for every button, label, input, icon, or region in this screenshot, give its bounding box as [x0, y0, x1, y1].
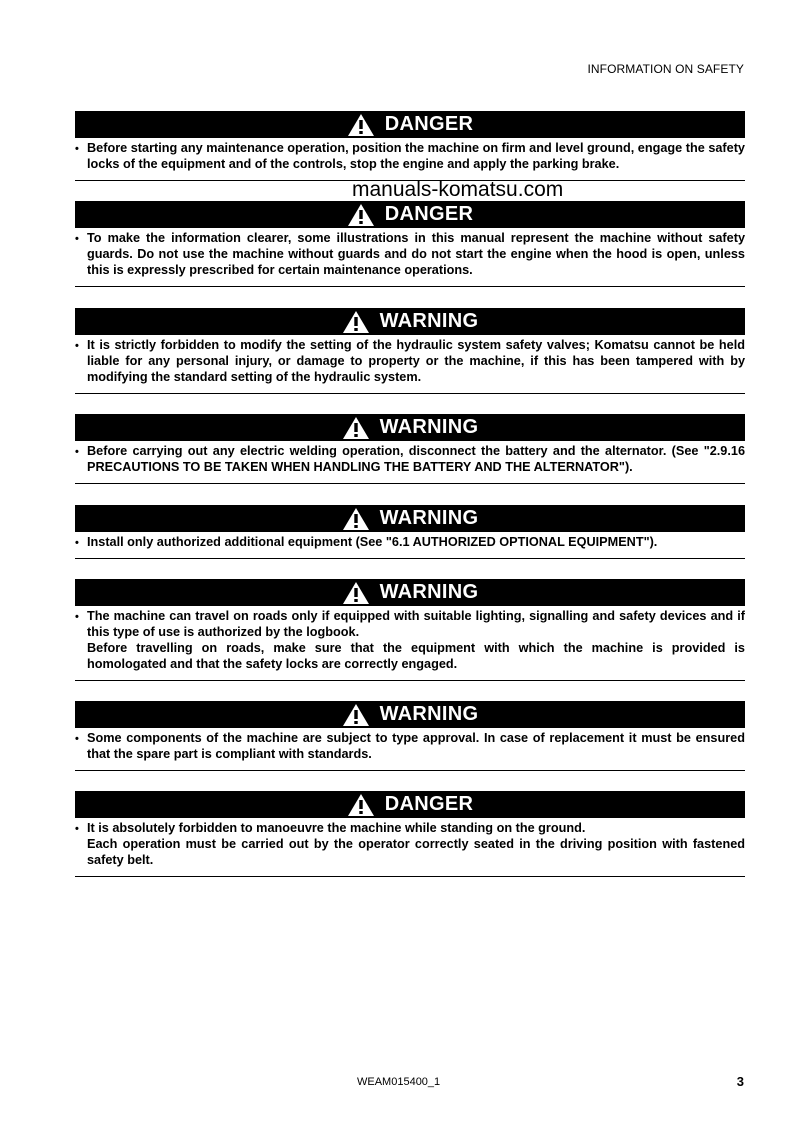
notice-text: Some components of the machine are subject to type approval. In case of replacement it must be ensured that the spare part is compliant with standards.	[87, 731, 745, 761]
notice-header	[75, 579, 745, 606]
watermark: manuals-komatsu.com	[352, 178, 564, 201]
bullet: •	[75, 446, 79, 458]
warning-triangle-icon	[347, 793, 375, 817]
notice-label: WARNING	[379, 310, 479, 332]
notice-text: The machine can travel on roads only if equipped with suitable lighting, signalling and safety devices and if this type of use is authorized by the logbook.	[87, 609, 745, 639]
danger-notice	[75, 111, 745, 181]
bullet: •	[75, 143, 79, 155]
warning-triangle-icon	[342, 416, 370, 440]
notice-header	[75, 505, 745, 532]
notice-text: Before travelling on roads, make sure that the equipment with which the machine is provided is homologated and that the safety locks are correctly engaged.	[87, 641, 745, 671]
notice-label: WARNING	[379, 507, 479, 529]
document-code: WEAM015400_1	[357, 1076, 441, 1088]
bullet: •	[75, 823, 79, 835]
notice-header	[75, 791, 745, 818]
notice-text: To make the information clearer, some illustrations in this manual represent the machine without safety guards. Do not use the machine without guards and do not start the engine when the hood is open, unless this is expressly prescribed for certain maintenance operations.	[87, 231, 745, 277]
notice-label: WARNING	[379, 703, 479, 725]
warning-notice	[75, 579, 745, 681]
notice-text: It is absolutely forbidden to manoeuvre the machine while standing on the ground.	[87, 821, 586, 835]
notice-text: It is strictly forbidden to modify the setting of the hydraulic system safety valves; Komatsu cannot be held liable for any personal injury, or damage to property or the machine, if this has been tampered with by modifying the standard setting of the hydraulic system.	[87, 338, 745, 384]
notice-label: DANGER	[384, 793, 474, 815]
notice-text: Before carrying out any electric welding operation, disconnect the battery and the alternator. (See "2.9.16 PRECAUTIONS TO BE TAKEN WHEN HANDLING THE BATTERY AND THE ALTERNATOR").	[87, 444, 745, 474]
notice-label: WARNING	[379, 581, 479, 603]
notice-body	[75, 228, 745, 286]
notice-header	[75, 308, 745, 335]
bullet: •	[75, 733, 79, 745]
warning-notice	[75, 308, 745, 394]
danger-notice	[75, 791, 745, 877]
warning-notice	[75, 701, 745, 771]
bullet: •	[75, 340, 79, 352]
warning-triangle-icon	[342, 310, 370, 334]
bullet: •	[75, 233, 79, 245]
notice-label: WARNING	[379, 416, 479, 438]
warning-triangle-icon	[342, 703, 370, 727]
notice-body	[75, 138, 745, 180]
page-number: 3	[736, 1074, 744, 1089]
notice-text: Each operation must be carried out by the operator correctly seated in the driving position with fastened safety belt.	[87, 837, 745, 867]
notice-label: DANGER	[384, 113, 474, 135]
warning-notice	[75, 505, 745, 559]
notice-text: Install only authorized additional equipment (See "6.1 AUTHORIZED OPTIONAL EQUIPMENT").	[87, 535, 658, 549]
warning-triangle-icon	[347, 203, 375, 227]
warning-triangle-icon	[347, 113, 375, 137]
notice-body	[75, 818, 745, 876]
warning-notice	[75, 414, 745, 484]
notice-body	[75, 532, 745, 558]
warning-triangle-icon	[342, 581, 370, 605]
notice-body	[75, 728, 745, 770]
danger-notice	[75, 201, 745, 287]
page-header-title: INFORMATION ON SAFETY	[587, 62, 744, 76]
warning-triangle-icon	[342, 507, 370, 531]
notice-body	[75, 335, 745, 393]
notice-body	[75, 606, 745, 680]
notice-body	[75, 441, 745, 483]
bullet: •	[75, 537, 79, 549]
notice-text: Before starting any maintenance operation, position the machine on firm and level ground, engage the safety locks of the equipment and of the controls, stop the engine and apply the parking brake.	[87, 141, 745, 171]
notice-header	[75, 414, 745, 441]
notice-label: DANGER	[384, 203, 474, 225]
notice-header	[75, 701, 745, 728]
bullet: •	[75, 611, 79, 623]
notice-header	[75, 111, 745, 138]
notice-header	[75, 201, 745, 228]
